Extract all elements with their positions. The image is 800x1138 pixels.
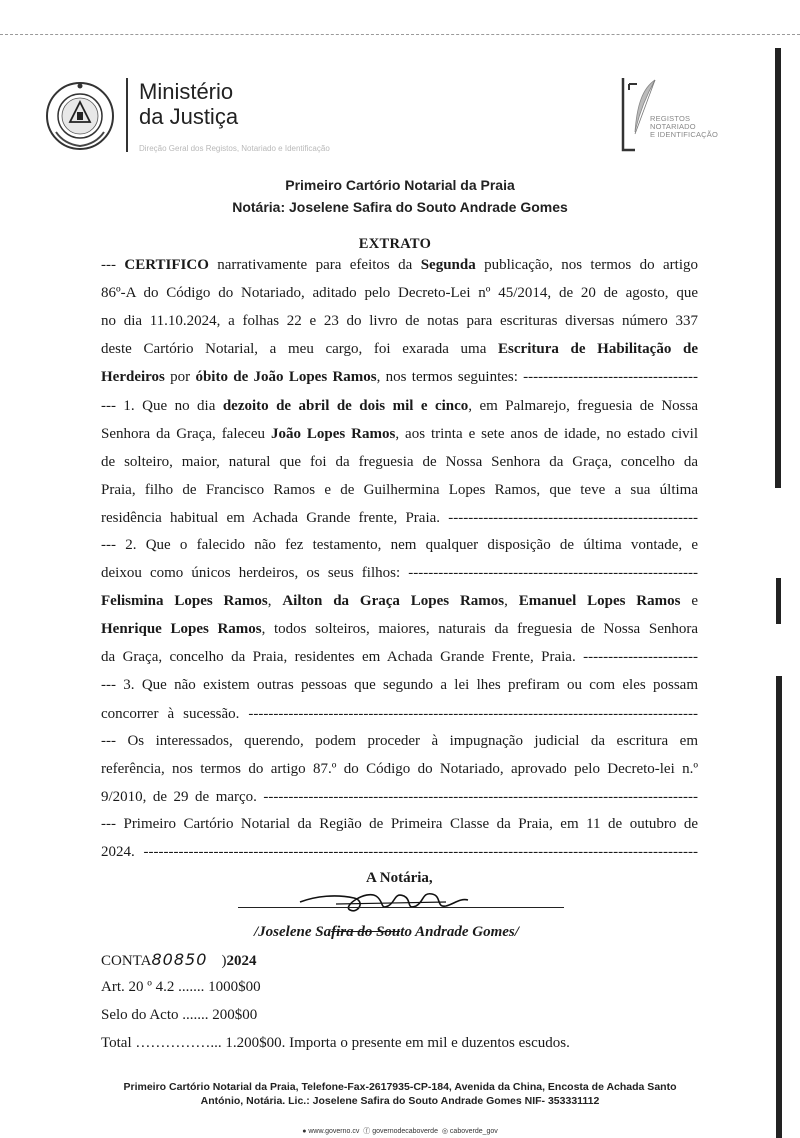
fee-seal: Selo do Acto ....... 200$00 xyxy=(101,1007,258,1023)
conta-number: 80850 xyxy=(151,950,208,969)
text-line: Herdeiros por óbito de João Lopes Ramos, nos termos seguintes: ----------------------------------- xyxy=(101,369,699,385)
signature-label: A Notária, xyxy=(366,870,433,886)
text-line: de solteiro, maior, natural que foi da freguesia de Nossa Senhora da Graça, concelho da xyxy=(101,454,698,470)
registos-line-2: NOTARIADO xyxy=(650,122,696,131)
text-line: residência habitual em Achada Grande frente, Praia. -------------------------------------------------- xyxy=(101,510,698,526)
conta-line xyxy=(101,950,256,970)
conta-label: CONTA xyxy=(101,953,152,969)
conta-year: 2024 xyxy=(226,953,257,969)
text-line: Praia, filho de Francisco Ramos e de Guilhermina Lopes Ramos, que teve a sua última xyxy=(101,482,698,498)
document-title: EXTRATO xyxy=(358,236,432,252)
text-line: 2024. --------------------------------------------------------------------------------------------------------------- xyxy=(101,844,698,860)
text-line: --- 1. Que no dia dezoito de abril de dois mil e cinco, em Palmarejo, freguesia de Nossa xyxy=(101,398,698,414)
handwritten-signature xyxy=(296,880,472,920)
coat-of-arms-emblem xyxy=(44,80,116,152)
ministry-line-2: da Justiça xyxy=(139,104,239,129)
text-line: 86º-A do Código do Notariado, aditado pelo Decreto-Lei nº 45/2014, de 20 de agosto, que xyxy=(101,285,698,301)
instagram-link[interactable]: caboverde_gov xyxy=(449,1128,498,1135)
registos-line-3: E IDENTIFICAÇÃO xyxy=(650,130,719,139)
header-divider xyxy=(126,78,128,152)
text-line: referência, nos termos do artigo 87.º do Código do Notariado, aprovado pelo Decreto-lei n.º xyxy=(101,761,698,777)
conta-separator: ) xyxy=(221,953,227,969)
signature-line xyxy=(238,907,564,908)
scan-edge-bar xyxy=(776,578,781,624)
instagram-icon: ◎ xyxy=(441,1128,448,1135)
text-line: --- 3. Que não existem outras pessoas que segundo a lei lhes prefiram ou com eles possam xyxy=(101,677,698,693)
fee-total: Total ……………... 1.200$00. Importa o presente em mil e duzentos escudos. xyxy=(101,1035,570,1051)
facebook-icon: ⓕ xyxy=(363,1128,371,1135)
social-links xyxy=(0,1126,800,1136)
scan-border-top xyxy=(0,34,800,35)
text-line: Henrique Lopes Ramos, todos solteiros, maiores, naturais da freguesia de Nossa Senhora xyxy=(101,621,699,637)
text-line: concorrer à sucessão. ------------------------------------------------------------------------------------------ xyxy=(101,706,698,722)
text-line: deixou como únicos herdeiros, os seus filhos: ---------------------------------------------------------- xyxy=(101,565,698,581)
text-line: deste Cartório Notarial, a meu cargo, foi exarada uma Escritura de Habilitação de xyxy=(101,341,698,357)
text-line: Felismina Lopes Ramos, Ailton da Graça Lopes Ramos, Emanuel Lopes Ramos e xyxy=(101,593,698,609)
fee-article: Art. 20 º 4.2 ....... 1000$00 xyxy=(101,979,261,995)
registos-wordmark xyxy=(650,115,718,139)
text-line: --- CERTIFICO narrativamente para efeitos da Segunda publicação, nos termos do artigo xyxy=(101,257,698,273)
website-link[interactable]: www.governo.cv xyxy=(308,1128,360,1135)
footer-line-2: António, Notária. Lic.: Joselene Safira do Souto Andrade Gomes NIF- 353331112 xyxy=(200,1095,600,1107)
notary-signature-name: /Joselene Safira do Souto Andrade Gomes/ xyxy=(254,924,519,940)
directorate-subtitle: Direção Geral dos Registos, Notariado e Identificação xyxy=(139,144,330,153)
text-line: no dia 11.10.2024, a folhas 22 e 23 do livro de notas para escrituras diversas número 337 xyxy=(101,313,698,329)
footer-line-1: Primeiro Cartório Notarial da Praia, Telefone-Fax-2617935-CP-184, Avenida da China, Encosta de Achada Santo xyxy=(123,1081,677,1093)
text-line: --- Primeiro Cartório Notarial da Região de Primeira Classe da Praia, em 11 de outubro de xyxy=(101,816,698,832)
scan-edge-bar xyxy=(775,48,781,488)
text-line: --- 2. Que o falecido não fez testamento, nem qualquer disposição de última vontade, e xyxy=(101,537,698,553)
text-line: 9/2010, de 29 de março. --------------------------------------------------------------------------------------- xyxy=(101,789,698,805)
ministry-name xyxy=(139,79,238,129)
facebook-link[interactable]: governodecaboverde xyxy=(372,1128,438,1135)
notary-name: Notária: Joselene Safira do Souto Andrade Gomes xyxy=(232,199,568,215)
office-name: Primeiro Cartório Notarial da Praia xyxy=(285,177,515,193)
text-line: Senhora da Graça, faleceu João Lopes Ramos, aos trinta e sete anos de idade, no estado civil xyxy=(101,426,699,442)
text-line: da Graça, concelho da Praia, residentes em Achada Grande Frente, Praia. ----------------------- xyxy=(101,649,698,665)
ministry-line-1: Ministério xyxy=(139,79,234,104)
scan-edge-bar xyxy=(776,676,782,1138)
globe-icon: ● xyxy=(302,1128,307,1135)
text-line: --- Os interessados, querendo, podem proceder à impugnação judicial da escritura em xyxy=(101,733,698,749)
registos-line-1: REGISTOS xyxy=(650,114,691,123)
